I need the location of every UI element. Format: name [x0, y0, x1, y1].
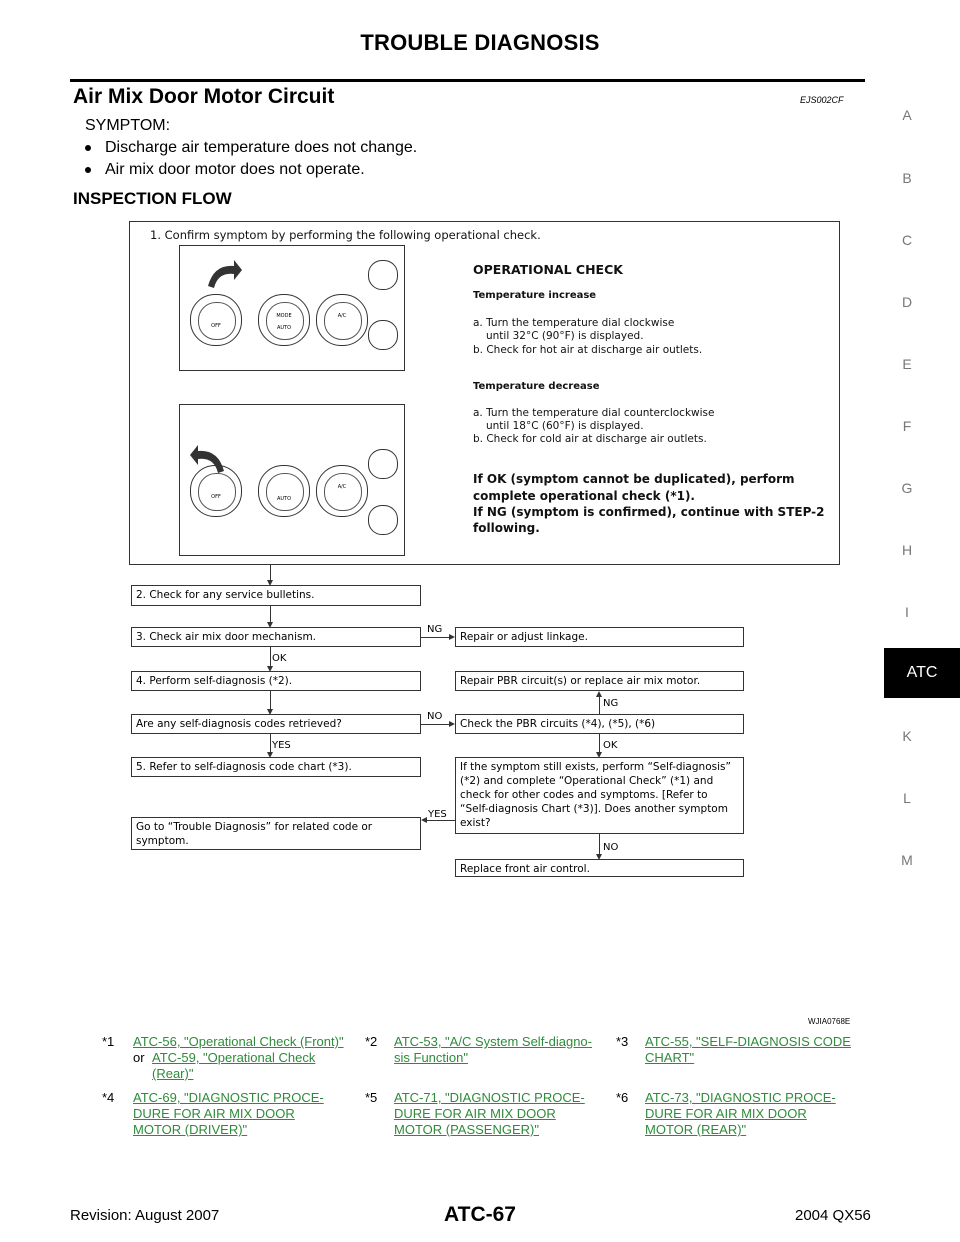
rear-dial-bottom — [368, 320, 398, 350]
repair-pbr-box: Repair PBR circuit(s) or replace air mix motor. — [455, 671, 744, 691]
still-exists-box: If the symptom still exists, perform “Self-diagnosis” (*2) and complete “Operational Check” (*1) and check for other codes and symptoms. [Refer to “Self-diagnosis Chart (*3)]. Does another symptom exist? — [455, 757, 744, 834]
replace-box: Replace front air control. — [455, 859, 744, 877]
ref-link[interactable]: ATC-59, "Operational Check (Rear)" — [152, 1050, 316, 1081]
label-ok: OK — [603, 740, 618, 751]
flow-connector — [425, 820, 455, 821]
dec-step-b: b. Check for cold air at discharge air outlets. — [473, 433, 707, 445]
temp-increase-title: Temperature increase — [473, 290, 597, 301]
control-panel-decrease — [179, 404, 405, 556]
question-box: Are any self-diagnosis codes retrieved? — [131, 714, 421, 734]
inc-step-a1: a. Turn the temperature dial clockwise — [473, 317, 675, 329]
page-title: TROUBLE DIAGNOSIS — [360, 30, 600, 55]
bullet-icon — [85, 167, 91, 173]
result-line-4: following. — [473, 521, 540, 535]
check-pbr-box: Check the PBR circuits (*4), (*5), (*6) — [455, 714, 744, 734]
ref-number: *4 — [102, 1090, 115, 1105]
label-yes: YES — [428, 809, 447, 820]
ref-link[interactable]: ATC-53, "A/C System Self-diagno-sis Function" — [394, 1034, 592, 1065]
side-index-b[interactable]: B — [902, 170, 912, 186]
rear-dial-top — [368, 449, 398, 479]
ac-dial: A/C — [316, 465, 368, 517]
ref-link[interactable]: ATC-55, "SELF-DIAGNOSIS CODE CHART" — [645, 1034, 851, 1065]
figure-code: WJIA0768E — [808, 1017, 851, 1026]
side-index-d[interactable]: D — [901, 294, 913, 310]
ref-link[interactable]: ATC-71, "DIAGNOSTIC PROCE-DURE FOR AIR MIX DOOR MOTOR (PASSENGER)" — [394, 1090, 585, 1137]
step5-box: 5. Refer to self-diagnosis code chart (*3). — [131, 757, 421, 777]
step3-box: 3. Check air mix door mechanism. — [131, 627, 421, 647]
rear-dial-top — [368, 260, 398, 290]
section-code: EJS002CF — [800, 95, 844, 105]
step1-text: 1. Confirm symptom by performing the following operational check. — [150, 228, 541, 242]
mode-dial: AUTO — [258, 465, 310, 517]
step4-box: 4. Perform self-diagnosis (*2). — [131, 671, 421, 691]
op-check-title: OPERATIONAL CHECK — [473, 262, 623, 277]
ref-number: *1 — [102, 1034, 115, 1049]
side-index-l[interactable]: L — [903, 790, 911, 806]
label-ng: NG — [603, 698, 619, 709]
side-index-a[interactable]: A — [902, 107, 912, 123]
symptom-text: Air mix door motor does not operate. — [105, 161, 365, 178]
result-line-1: If OK (symptom cannot be duplicated), perform — [473, 472, 795, 486]
ac-dial: A/C — [316, 294, 368, 346]
result-line-3: If NG (symptom is confirmed), continue with STEP-2 — [473, 505, 825, 519]
result-line-2: complete operational check (*1). — [473, 489, 695, 503]
label-yes: YES — [272, 740, 291, 751]
inc-step-b: b. Check for hot air at discharge air outlets. — [473, 344, 703, 356]
side-index-e[interactable]: E — [902, 356, 912, 372]
clockwise-arrow-icon — [204, 256, 244, 290]
control-panel-increase — [179, 245, 405, 371]
ref-number: *2 — [365, 1034, 378, 1049]
label-ng: NG — [427, 624, 443, 635]
goto-box: Go to “Trouble Diagnosis” for related code or symptom. — [131, 817, 421, 850]
side-index-c[interactable]: C — [901, 232, 913, 248]
label-no: NO — [603, 842, 619, 853]
arrow-left-icon — [421, 817, 427, 823]
label-no: NO — [427, 711, 443, 722]
mode-dial: MODE AUTO — [258, 294, 310, 346]
temp-decrease-title: Temperature decrease — [473, 381, 600, 392]
title-rule — [70, 79, 865, 82]
dec-step-a2: until 18°C (60°F) is displayed. — [486, 420, 644, 432]
ref-link[interactable]: ATC-73, "DIAGNOSTIC PROCE-DURE FOR AIR MIX DOOR MOTOR (REAR)" — [645, 1090, 836, 1137]
ref-link[interactable]: ATC-69, "DIAGNOSTIC PROCE-DURE FOR AIR MIX DOOR MOTOR (DRIVER)" — [133, 1090, 324, 1137]
temp-dial: OFF — [190, 465, 242, 517]
side-index-k[interactable]: K — [902, 728, 912, 744]
footer-model: 2004 QX56 — [795, 1207, 871, 1224]
footer-revision: Revision: August 2007 — [70, 1207, 220, 1224]
side-index-g[interactable]: G — [901, 480, 913, 496]
ref-link[interactable]: ATC-56, "Operational Check (Front)" — [133, 1034, 344, 1049]
repair-linkage-box: Repair or adjust linkage. — [455, 627, 744, 647]
flow-connector — [421, 637, 451, 638]
side-index-f[interactable]: F — [902, 418, 912, 434]
arrow-up-icon — [596, 691, 602, 697]
bullet-icon — [85, 145, 91, 151]
ref-number: *5 — [365, 1090, 378, 1105]
side-index-i[interactable]: I — [905, 604, 909, 620]
symptom-bullet — [85, 139, 417, 157]
side-index-atc-tab[interactable]: ATC — [884, 648, 960, 698]
side-index-h[interactable]: H — [901, 542, 913, 558]
rear-dial-bottom — [368, 505, 398, 535]
ref-or: or — [133, 1050, 145, 1065]
inspection-flow-title: INSPECTION FLOW — [73, 189, 232, 208]
side-index-m[interactable]: M — [901, 852, 913, 868]
label-ok: OK — [272, 653, 287, 664]
symptom-bullet — [85, 161, 365, 179]
footer-page-number: ATC-67 — [444, 1203, 516, 1226]
dec-step-a1: a. Turn the temperature dial counterclockwise — [473, 407, 715, 419]
symptom-text: Discharge air temperature does not change. — [105, 139, 418, 156]
step2-box: 2. Check for any service bulletins. — [131, 585, 421, 606]
ref-number: *3 — [616, 1034, 629, 1049]
counterclockwise-arrow-icon — [188, 441, 228, 475]
inc-step-a2: until 32°C (90°F) is displayed. — [486, 330, 644, 342]
section-title: Air Mix Door Motor Circuit — [73, 85, 335, 108]
symptom-label: SYMPTOM: — [85, 117, 171, 134]
flow-connector — [599, 694, 600, 714]
flow-connector — [421, 724, 451, 725]
temp-dial: OFF — [190, 294, 242, 346]
ref-number: *6 — [616, 1090, 629, 1105]
